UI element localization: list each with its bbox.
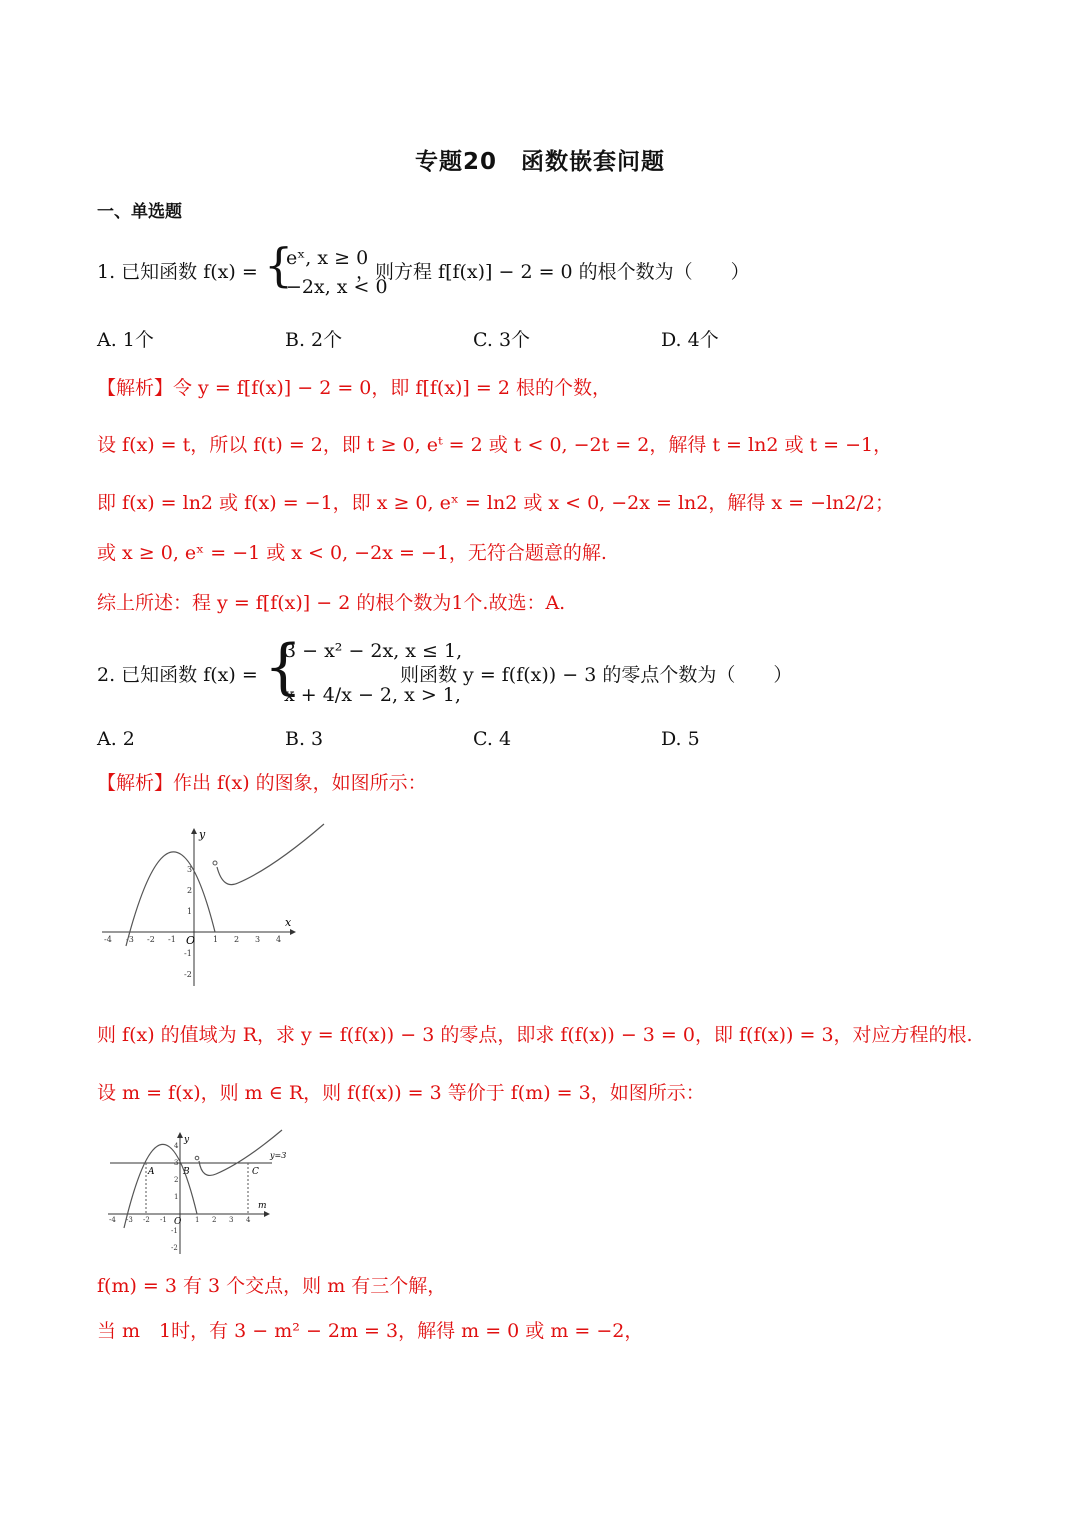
function-graph-2: [104, 1128, 294, 1258]
q2-options: [97, 728, 997, 754]
q2-case-1: 3 − x² − 2x, x ≤ 1,: [284, 640, 463, 662]
m-tick-label: 1: [195, 1216, 200, 1224]
q1-options: [97, 325, 997, 351]
m-axis-label: m: [258, 1201, 267, 1211]
q2-option-c[interactable]: C. 4: [473, 728, 512, 750]
x-tick-label: -3: [126, 935, 134, 944]
section-heading: 一、单选题: [97, 202, 182, 222]
origin-label: O: [174, 1217, 182, 1227]
m-tick-label: -3: [126, 1216, 133, 1224]
y-tick-label: -1: [184, 949, 192, 958]
q1-analysis-3: 即 f(x) = ln2 或 f(x) = −1，即 x ≥ 0, eˣ = ln2 或 x < 0, −2x = ln2，解得 x = −ln2/2；: [97, 492, 894, 514]
point-b-label: B: [183, 1167, 190, 1177]
q1-analysis-5: 综上所述：程 y = f[f(x)] − 2 的根个数为1个.故选：A.: [97, 592, 566, 614]
x-tick-label: -4: [104, 935, 112, 944]
y-axis-arrow: [177, 1132, 183, 1138]
x-tick-label: 1: [213, 935, 219, 944]
q1-option-d[interactable]: D. 4个: [661, 329, 719, 351]
q1-brace: {: [264, 238, 294, 292]
point-a-label: A: [148, 1167, 155, 1177]
y-tick-label: -2: [171, 1244, 178, 1252]
x-tick-label: 2: [234, 935, 240, 944]
x-tick-label: -2: [147, 935, 155, 944]
line-label: y=3: [270, 1151, 287, 1160]
x-tick-label: -1: [168, 935, 176, 944]
hyperbolic-curve: [217, 824, 324, 885]
q1-analysis-1: 【解析】令 y = f[f(x)] − 2 = 0，即 f[f(x)] = 2 根的个数，: [97, 377, 611, 399]
q1-case-1: eˣ, x ≥ 0: [286, 247, 369, 269]
page-title: 专题20 函数嵌套问题: [414, 149, 665, 175]
q1-option-b[interactable]: B. 2个: [285, 329, 343, 351]
x-axis-arrow: [290, 929, 296, 935]
y-tick-label: 4: [174, 1142, 179, 1150]
q2-case-2: x + 4/x − 2, x > 1,: [284, 684, 461, 706]
x-axis-label: x: [285, 916, 292, 929]
y-tick-label: 3: [174, 1159, 179, 1167]
x-tick-label: 4: [276, 935, 282, 944]
m-tick-label: 2: [212, 1216, 217, 1224]
y-tick-label: 1: [174, 1193, 179, 1201]
m-tick-label: -2: [143, 1216, 150, 1224]
y-tick-label: 3: [187, 865, 193, 874]
q2-option-a[interactable]: A. 2: [97, 728, 135, 750]
q1-option-c[interactable]: C. 3个: [473, 329, 531, 351]
q1-stem-suffix: ，则方程 f[f(x)] − 2 = 0 的根个数为（ ）: [356, 261, 750, 283]
q2-stem-prefix: 2. 已知函数 f(x) =: [97, 664, 258, 686]
q2-analysis-2: 设 m = f(x)，则 m ∈ R，则 f(f(x)) = 3 等价于 f(m) = 3，如图所示：: [97, 1082, 705, 1104]
y-tick-label: 2: [187, 886, 193, 895]
m-tick-label: -4: [109, 1216, 116, 1224]
y-tick-label: 1: [187, 907, 193, 916]
y-axis-arrow: [191, 828, 197, 834]
y-tick-label: -1: [171, 1227, 178, 1235]
q2-stem-suffix: 则函数 y = f(f(x)) − 3 的零点个数为（ ）: [400, 664, 793, 686]
q2-analysis-3: f(m) = 3 有 3 个交点，则 m 有三个解，: [97, 1275, 447, 1297]
q1-analysis-4: 或 x ≥ 0, eˣ = −1 或 x < 0, −2x = −1，无符合题意的解.: [97, 542, 607, 564]
m-tick-label: 4: [246, 1216, 251, 1224]
y-tick-label: 2: [174, 1176, 179, 1184]
origin-label: O: [186, 934, 196, 947]
q1-analysis-2: 设 f(x) = t，所以 f(t) = 2，即 t ≥ 0, eᵗ = 2 或 t < 0, −2t = 2，解得 t = ln2 或 t = −1，: [97, 434, 893, 456]
open-endpoint: [195, 1156, 199, 1160]
y-tick-label: -2: [184, 970, 192, 979]
q2-analysis-intro: 【解析】作出 f(x) 的图象，如图所示：: [97, 772, 427, 794]
point-c-label: C: [252, 1167, 259, 1177]
q2-analysis-1: 则 f(x) 的值域为 R，求 y = f(f(x)) − 3 的零点，即求 f(f(x)) − 3 = 0，即 f(f(x)) = 3，对应方程的根.: [97, 1024, 973, 1046]
x-tick-label: 3: [255, 935, 261, 944]
m-tick-label: 3: [229, 1216, 234, 1224]
q1-case-2: −2x, x < 0: [286, 276, 388, 298]
function-graph-1: [98, 820, 334, 990]
q2-brace: {: [264, 632, 303, 702]
q1-stem-prefix: 1. 已知函数 f(x) =: [97, 261, 258, 283]
y-axis-label: y: [199, 828, 206, 841]
m-axis-arrow: [264, 1211, 270, 1217]
q2-option-b[interactable]: B. 3: [285, 728, 324, 750]
y-axis-label: y: [184, 1135, 190, 1145]
m-tick-label: -1: [160, 1216, 167, 1224]
q2-analysis-4: 当 m 1时，有 3 − m² − 2m = 3，解得 m = 0 或 m = −2，: [97, 1320, 644, 1342]
q2-option-d[interactable]: D. 5: [661, 728, 700, 750]
q1-option-a[interactable]: A. 1个: [97, 329, 154, 351]
open-endpoint: [213, 861, 217, 865]
